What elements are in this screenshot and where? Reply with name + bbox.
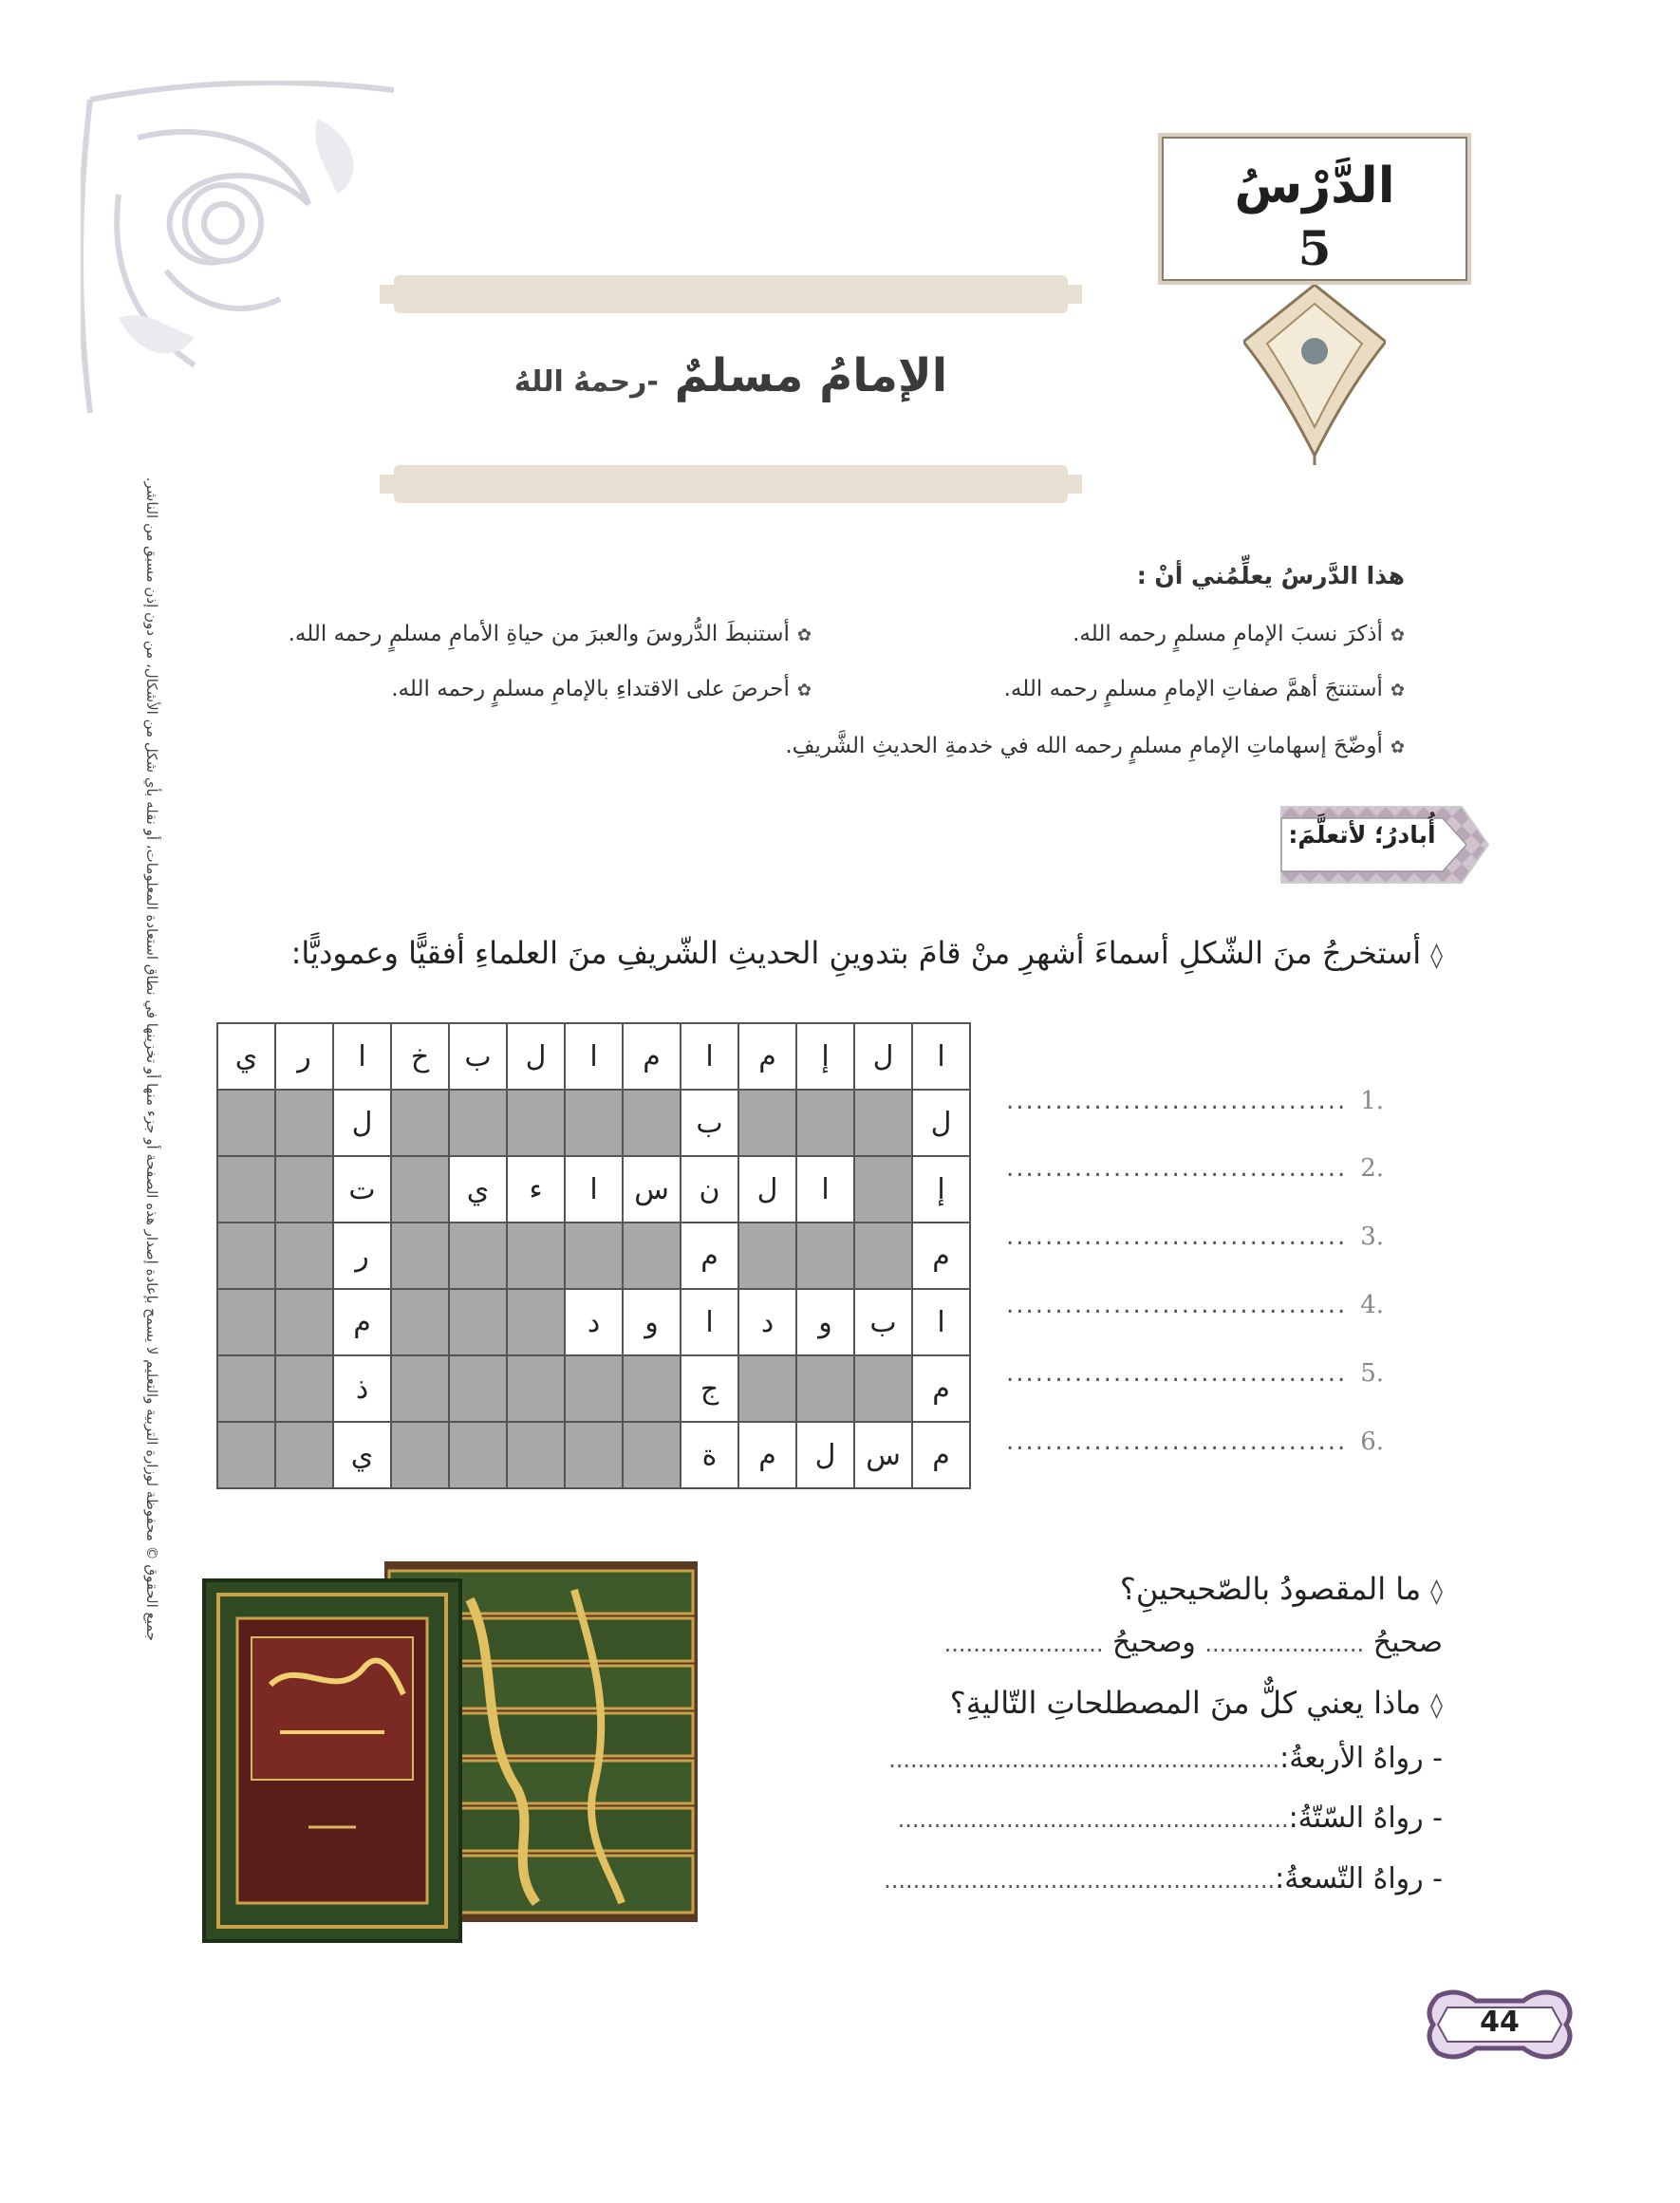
lesson-number-box bbox=[1158, 133, 1471, 285]
crossword-cell: ذ bbox=[333, 1355, 391, 1422]
lesson-label: الدَّرْسُ bbox=[1234, 158, 1395, 215]
crossword-cell: ر bbox=[333, 1223, 391, 1289]
crossword-cell bbox=[854, 1223, 912, 1289]
crossword-cell bbox=[217, 1422, 275, 1488]
crossword-cell bbox=[275, 1289, 333, 1355]
crossword-cell: ا bbox=[565, 1156, 623, 1223]
crossword-cell: ب bbox=[854, 1289, 912, 1355]
term-line: - رواهُ التّسعةُ:...................................................... bbox=[884, 1862, 1443, 1895]
answer-blank[interactable]: ................................... bbox=[1006, 1359, 1348, 1388]
flower-bullet-icon: ✿ bbox=[1390, 681, 1405, 700]
crossword-cell bbox=[507, 1289, 565, 1355]
answer-blank[interactable]: ...................................................... bbox=[897, 1806, 1289, 1833]
activity-badge-label: أُبادرُ؛ لأتعلَّمَ: bbox=[1288, 821, 1436, 849]
crossword-grid bbox=[216, 1022, 971, 1489]
crossword-cell bbox=[796, 1090, 854, 1156]
crossword-cell bbox=[275, 1422, 333, 1488]
lesson-title-main: الإمامُ مسلمٌ bbox=[674, 349, 948, 402]
sahih-answer-line: صحيحُ ...................... وصحيحُ ...................... bbox=[943, 1626, 1443, 1659]
crossword-cell bbox=[391, 1090, 449, 1156]
crossword-cell bbox=[217, 1355, 275, 1422]
answer-blank[interactable]: ................................... bbox=[1006, 1291, 1348, 1319]
crossword-cell: خ bbox=[391, 1023, 449, 1090]
answer-line[interactable] bbox=[1006, 1291, 1384, 1319]
answer-blank[interactable]: ................................... bbox=[1006, 1223, 1348, 1251]
crossword-cell: ل bbox=[912, 1090, 970, 1156]
answer-number: 2. bbox=[1360, 1154, 1385, 1183]
crossword-cell: ت bbox=[333, 1156, 391, 1223]
crossword-cell: ل bbox=[333, 1090, 391, 1156]
crossword-cell bbox=[507, 1422, 565, 1488]
answer-blank[interactable]: ................................... bbox=[1006, 1154, 1348, 1183]
crossword-cell bbox=[217, 1289, 275, 1355]
crossword-cell bbox=[854, 1090, 912, 1156]
answer-blank[interactable]: ................................... bbox=[1006, 1087, 1348, 1115]
crossword-cell bbox=[507, 1090, 565, 1156]
crossword-cell bbox=[275, 1223, 333, 1289]
crossword-cell: ن bbox=[681, 1156, 738, 1223]
crossword-cell bbox=[565, 1223, 623, 1289]
crossword-cell: و bbox=[796, 1289, 854, 1355]
crossword-cell: ي bbox=[333, 1422, 391, 1488]
lesson-number: 5 bbox=[1297, 220, 1332, 276]
diamond-bullet-icon: ◊ bbox=[1430, 1578, 1443, 1606]
crossword-cell bbox=[565, 1355, 623, 1422]
crossword-cell bbox=[738, 1090, 796, 1156]
answer-blank[interactable]: ...................... bbox=[1204, 1631, 1365, 1657]
crossword-cell: ا bbox=[681, 1289, 738, 1355]
answer-line[interactable] bbox=[1006, 1428, 1384, 1456]
term-line: - رواهُ الأربعةُ:...................................................... bbox=[888, 1742, 1443, 1775]
crossword-cell: س bbox=[623, 1156, 681, 1223]
crossword-cell: م bbox=[738, 1023, 796, 1090]
crossword-cell: م bbox=[912, 1223, 970, 1289]
crossword-cell: ل bbox=[796, 1422, 854, 1488]
answer-number: 5. bbox=[1360, 1359, 1385, 1388]
crossword-cell bbox=[391, 1355, 449, 1422]
answer-number: 3. bbox=[1360, 1223, 1385, 1251]
copyright-notice bbox=[143, 476, 166, 1642]
objectives-heading: هذا الدَّرسُ يعلِّمُني أنْ : bbox=[1136, 562, 1405, 589]
crossword-cell: ر bbox=[275, 1023, 333, 1090]
crossword-cell: د bbox=[565, 1289, 623, 1355]
lesson-title-sub: -رحمهُ اللهُ bbox=[513, 365, 659, 399]
crossword-cell: إ bbox=[912, 1156, 970, 1223]
crossword-cell bbox=[623, 1090, 681, 1156]
crossword-cell bbox=[391, 1223, 449, 1289]
flower-bullet-icon: ✿ bbox=[796, 625, 812, 645]
sahih-muslim-books-image bbox=[195, 1542, 750, 1960]
crossword-row bbox=[217, 1422, 970, 1488]
crossword-cell bbox=[565, 1090, 623, 1156]
crossword-cell bbox=[738, 1223, 796, 1289]
answer-line[interactable] bbox=[1006, 1087, 1384, 1115]
objective-item: ✿أستنتجَ أهمَّ صفاتِ الإمامِ مسلمٍ رحمه الله. bbox=[1003, 677, 1405, 701]
crossword-cell bbox=[623, 1422, 681, 1488]
crossword-cell: ة bbox=[681, 1422, 738, 1488]
crossword-cell: ء bbox=[507, 1156, 565, 1223]
diamond-bullet-icon: ◊ bbox=[1430, 942, 1443, 970]
flower-bullet-icon: ✿ bbox=[796, 681, 812, 700]
objective-item: ✿أستنبطَ الدُّروسَ والعبرَ من حياةِ الأمامِ مسلمٍ رحمه الله. bbox=[288, 622, 812, 646]
crossword-cell: ي bbox=[217, 1023, 275, 1090]
diamond-bullet-icon: ◊ bbox=[1430, 1691, 1443, 1720]
crossword-cell: و bbox=[623, 1289, 681, 1355]
answer-line[interactable] bbox=[1006, 1223, 1384, 1251]
crossword-cell: ل bbox=[738, 1156, 796, 1223]
answer-blank[interactable]: ...................................................... bbox=[884, 1867, 1276, 1894]
crossword-cell: ل bbox=[507, 1023, 565, 1090]
crossword-cell bbox=[449, 1355, 507, 1422]
crossword-cell bbox=[854, 1156, 912, 1223]
crossword-cell bbox=[854, 1355, 912, 1422]
answer-number: 6. bbox=[1360, 1428, 1385, 1456]
crossword-cell: ا bbox=[333, 1023, 391, 1090]
answer-number: 1. bbox=[1360, 1087, 1385, 1115]
term-line: - رواهُ السّتّةُ:...................................................... bbox=[897, 1802, 1443, 1835]
crossword-cell bbox=[623, 1355, 681, 1422]
crossword-cell: ج bbox=[681, 1355, 738, 1422]
crossword-cell: ل bbox=[854, 1023, 912, 1090]
crossword-cell: م bbox=[912, 1355, 970, 1422]
answer-blank[interactable]: ................................... bbox=[1006, 1428, 1348, 1456]
crossword-row bbox=[217, 1090, 970, 1156]
crossword-cell: ا bbox=[681, 1023, 738, 1090]
page-number: 44 bbox=[1480, 2006, 1520, 2039]
crossword-cell bbox=[796, 1355, 854, 1422]
crossword-cell: إ bbox=[796, 1023, 854, 1090]
crossword-cell bbox=[623, 1223, 681, 1289]
crossword-row bbox=[217, 1289, 970, 1355]
flower-bullet-icon: ✿ bbox=[1390, 737, 1405, 757]
crossword-cell bbox=[449, 1223, 507, 1289]
crossword-row bbox=[217, 1023, 970, 1090]
answer-number: 4. bbox=[1360, 1291, 1385, 1319]
crossword-cell: م bbox=[333, 1289, 391, 1355]
answer-blank[interactable]: ...................... bbox=[943, 1631, 1104, 1657]
corner-ornament-icon bbox=[81, 81, 403, 422]
crossword-cell bbox=[449, 1090, 507, 1156]
crossword-cell: ا bbox=[912, 1023, 970, 1090]
crossword-cell bbox=[449, 1422, 507, 1488]
crossword-cell: س bbox=[854, 1422, 912, 1488]
crossword-cell bbox=[507, 1223, 565, 1289]
crossword-cell: م bbox=[912, 1422, 970, 1488]
crossword-cell: د bbox=[738, 1289, 796, 1355]
crossword-cell: ب bbox=[449, 1023, 507, 1090]
answer-line[interactable] bbox=[1006, 1359, 1384, 1388]
terms-question: ◊ماذا يعني كلٌّ منَ المصطلحاتِ التّاليةِ؟ bbox=[949, 1685, 1443, 1721]
crossword-cell: ا bbox=[565, 1023, 623, 1090]
objective-item: ✿أذكرَ نسبَ الإمامِ مسلمٍ رحمه الله. bbox=[1073, 622, 1405, 646]
crossword-cell bbox=[217, 1223, 275, 1289]
crossword-row bbox=[217, 1156, 970, 1223]
crossword-cell bbox=[217, 1156, 275, 1223]
crossword-cell: م bbox=[681, 1223, 738, 1289]
crossword-cell bbox=[275, 1090, 333, 1156]
crossword-cell bbox=[738, 1355, 796, 1422]
crossword-question: ◊أستخرجُ منَ الشّكلِ أسماءَ أشهرِ منْ قامَ بتدوينِ الحديثِ الشّريفِ منَ العلماءِ أفقيًّا وعموديًّا: bbox=[290, 935, 1443, 971]
crossword-row bbox=[217, 1355, 970, 1422]
crossword-cell bbox=[449, 1289, 507, 1355]
crossword-cell: م bbox=[623, 1023, 681, 1090]
crossword-row bbox=[217, 1223, 970, 1289]
crossword-cell: ي bbox=[449, 1156, 507, 1223]
crossword-cell bbox=[391, 1156, 449, 1223]
crossword-cell bbox=[391, 1422, 449, 1488]
lesson-pendant-ornament-icon bbox=[1243, 285, 1386, 465]
lesson-title bbox=[399, 349, 1063, 402]
crossword-cell bbox=[275, 1156, 333, 1223]
crossword-cell: ا bbox=[912, 1289, 970, 1355]
crossword-cell bbox=[217, 1090, 275, 1156]
answer-blank[interactable]: ...................................................... bbox=[888, 1746, 1280, 1773]
objective-item: ✿أوضّحَ إسهاماتِ الإمامِ مسلمٍ رحمه الله في خدمةِ الحديثِ الشَّريفِ. bbox=[785, 734, 1405, 758]
flower-bullet-icon: ✿ bbox=[1390, 625, 1405, 645]
crossword-cell bbox=[275, 1355, 333, 1422]
sahihain-question: ◊ما المقصودُ بالصّحيحينِ؟ bbox=[1119, 1571, 1443, 1607]
crossword-cell bbox=[507, 1355, 565, 1422]
crossword-cell: ب bbox=[681, 1090, 738, 1156]
crossword-cell bbox=[565, 1422, 623, 1488]
crossword-cell: ا bbox=[796, 1156, 854, 1223]
answer-line[interactable] bbox=[1006, 1154, 1384, 1183]
objective-item: ✿أحرصَ على الاقتداءِ بالإمامِ مسلمٍ رحمه الله. bbox=[391, 677, 812, 701]
crossword-cell bbox=[796, 1223, 854, 1289]
crossword-cell: م bbox=[738, 1422, 796, 1488]
crossword-cell bbox=[391, 1289, 449, 1355]
copyright-text: جميع الحقوق © محفوظة لوزارة التربية والتعليم لا يسمح بإعادة إصدار هذه الصفحة أو جزء منها أو تخزينها في نطاق استعادة المعلومات، أو نقله بأي شكل من الأشكال، من دون إذن مسبق من الناشر. bbox=[143, 476, 160, 1641]
